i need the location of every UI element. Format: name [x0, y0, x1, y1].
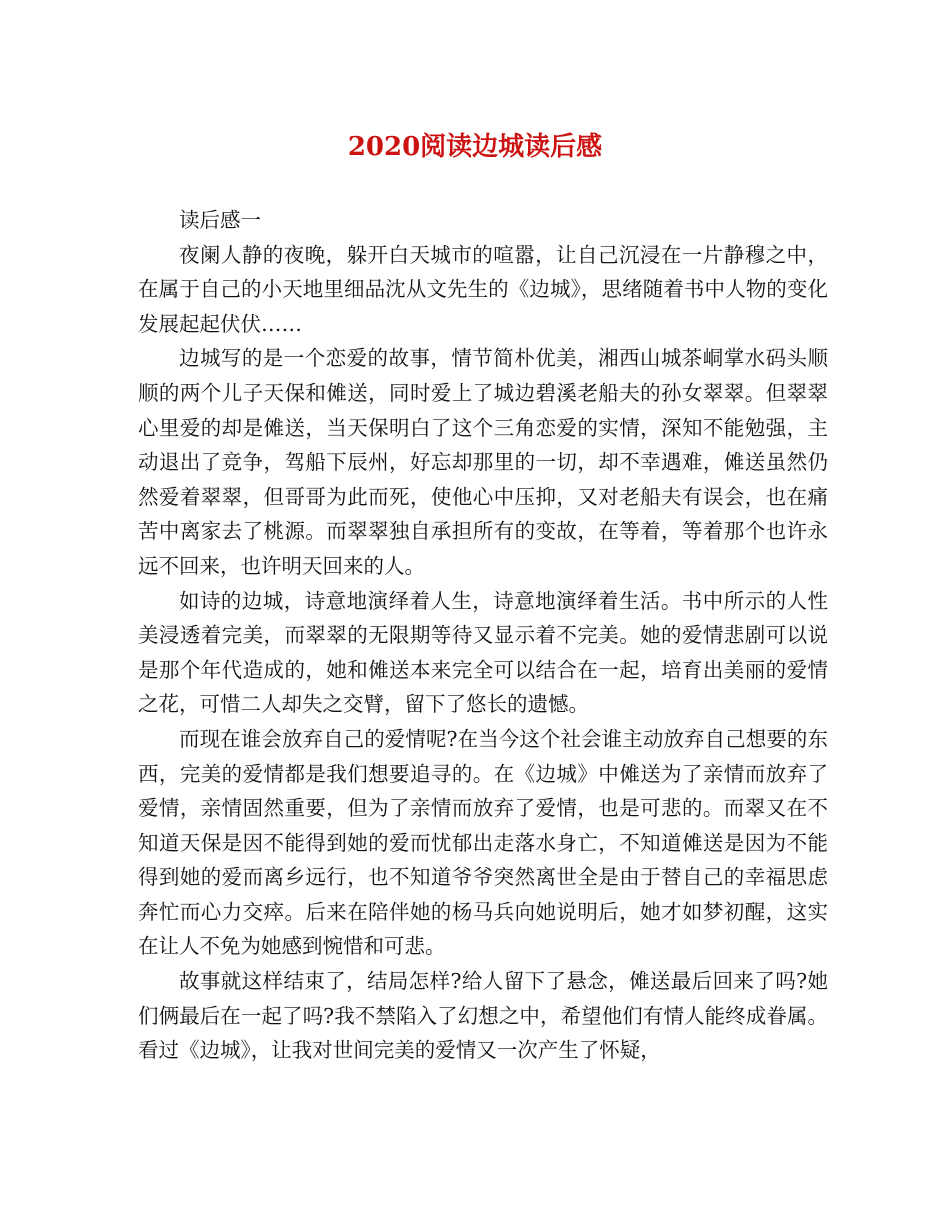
- document-title: 2020阅读边城读后感: [347, 132, 603, 162]
- paragraph: 故事就这样结束了，结局怎样?给人留下了悬念，傩送最后回来了吗?她们俩最后在一起了吗?我不禁陷入了幻想之中，希望他们有情人能终成眷属。看过《边城》，让我对世间完美的爱情又一次产生了怀疑，: [138, 969, 828, 1063]
- paragraph: 夜阑人静的夜晚，躲开白天城市的喧嚣，让自己沉浸在一片静穆之中，在属于自己的小天地里细品沈从文先生的《边城》，思绪随着书中人物的变化发展起起伏伏……: [138, 242, 828, 336]
- paragraph: 边城写的是一个恋爱的故事，情节简朴优美，湘西山城茶峒掌水码头顺顺的两个儿子天保和傩送，同时爱上了城边碧溪老船夫的孙女翠翠。但翠翠心里爱的却是傩送，当天保明白了这个三角恋爱的实情，深知不能勉强，主动退出了竞争，驾船下辰州，好忘却那里的一切，却不幸遇难，傩送虽然仍然爱着翠翠，但哥哥为此而死，使他心中压抑，又对老船夫有误会，也在痛苦中离家去了桃源。而翠翠独自承担所有的变故，在等着，等着那个也许永远不回来，也许明天回来的人。: [138, 346, 828, 578]
- paragraph-heading: 读后感一: [179, 208, 261, 232]
- paragraph: 而现在谁会放弃自己的爱情呢?在当今这个社会谁主动放弃自己想要的东西，完美的爱情都是我们想要追寻的。在《边城》中傩送为了亲情而放弃了爱情，亲情固然重要，但为了亲情而放弃了爱情，也是可悲的。而翠又在不知道天保是因不能得到她的爱而忧郁出走落水身亡，不知道傩送是因为不能得到她的爱而离乡远行，也不知道爷爷突然离世全是由于替自己的幸福思虑奔忙而心力交瘁。后来在陪伴她的杨马兵向她说明后，她才如梦初醒，这实在让人不免为她感到惋惜和可悲。: [138, 726, 828, 959]
- document-body: [138, 203, 828, 1068]
- paragraph: 如诗的边城，诗意地演绎着人生，诗意地演绎着生活。书中所示的人性美浸透着完美，而翠翠的无限期等待又显示着不完美。她的爱情悲剧可以说是那个年代造成的，她和傩送本来完全可以结合在一起，培育出美丽的爱情之花，可惜二人却失之交臂，留下了悠长的遗憾。: [138, 588, 828, 717]
